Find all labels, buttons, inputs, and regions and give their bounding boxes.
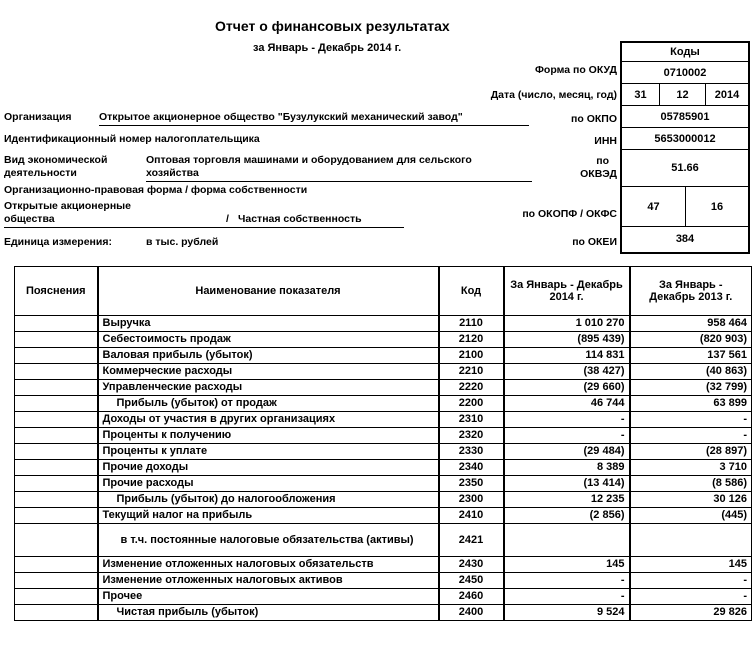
codes-title: Коды [622, 43, 748, 62]
table-row: Доходы от участия в других организациях 2310 - - [15, 412, 752, 428]
table-row: Выручка 2110 1 010 270 958 464 [15, 316, 752, 332]
table-row: Себестоимость продаж 2120 (895 439) (820 903) [15, 332, 752, 348]
table-row: Прочие расходы 2350 (13 414) (8 586) [15, 476, 752, 492]
activity-underline [146, 181, 532, 182]
inn-label: Идентификационный номер налогоплательщика [4, 133, 260, 145]
okud-label: Форма по ОКУД [534, 64, 617, 76]
date-year: 2014 [706, 84, 748, 106]
org-underline [99, 125, 529, 126]
codes-box [620, 41, 750, 254]
table-row: Текущий налог на прибыль 2410 (2 856) (445) [15, 508, 752, 524]
financial-results-table [14, 266, 752, 621]
okpo-label: по ОКПО [571, 113, 617, 125]
form-separator: / [226, 213, 229, 225]
okved-code: 51.66 [622, 150, 748, 187]
activity-line-2: хозяйства [146, 167, 199, 179]
okopf-label: по ОКОПФ / ОКФС [522, 208, 617, 220]
table-row: Прочее 2460 - - [15, 589, 752, 605]
header-2013: За Январь - Декабрь 2013 г. [630, 267, 752, 316]
form-line-2: общества [4, 213, 55, 225]
table-row: Валовая прибыль (убыток) 2100 114 831 137 561 [15, 348, 752, 364]
header-2014: За Январь - Декабрь 2014 г. [504, 267, 630, 316]
org-name: Открытое акционерное общество "Бузулукский механический завод" [99, 111, 463, 123]
date-label: Дата (число, месяц, год) [490, 89, 617, 101]
okved-label-1: по [596, 155, 609, 167]
table-row: Управленческие расходы 2220 (29 660) (32 799) [15, 380, 752, 396]
okud-code: 0710002 [622, 62, 748, 84]
unit-value: в тыс. рублей [146, 236, 219, 248]
table-row: Прочие доходы 2340 8 389 3 710 [15, 460, 752, 476]
date-day: 31 [622, 84, 660, 106]
table-row: Проценты к получению 2320 - - [15, 428, 752, 444]
org-label: Организация [4, 111, 72, 123]
report-period: за Январь - Декабрь 2014 г. [253, 42, 402, 54]
table-row: Изменение отложенных налоговых обязательств 2430 145 145 [15, 557, 752, 573]
table-row: Чистая прибыль (убыток) 2400 9 524 29 826 [15, 605, 752, 621]
activity-label-2: деятельности [4, 167, 77, 179]
okfs-code: 16 [686, 187, 748, 227]
okopf-code: 47 [622, 187, 686, 227]
okei-code: 384 [675, 233, 695, 245]
okpo-code: 05785901 [622, 106, 748, 128]
ownership-form: Частная собственность [238, 213, 362, 225]
header-name: Наименование показателя [98, 267, 439, 316]
form-underline [4, 227, 404, 228]
table-row: Прибыль (убыток) до налогообложения 2300 12 235 30 126 [15, 492, 752, 508]
inn-code-label: ИНН [594, 135, 617, 147]
table-row: Проценты к уплате 2330 (29 484) (28 897) [15, 444, 752, 460]
table-row: Изменение отложенных налоговых активов 2450 - - [15, 573, 752, 589]
unit-label: Единица измерения: [4, 236, 112, 248]
okved-label-2: ОКВЭД [580, 168, 617, 180]
table-row: Коммерческие расходы 2210 (38 427) (40 863) [15, 364, 752, 380]
table-row: Прибыль (убыток) от продаж 2200 46 744 63 899 [15, 396, 752, 412]
header-code: Код [439, 267, 504, 316]
date-month: 12 [660, 84, 706, 106]
table-row: в т.ч. постоянные налоговые обязательства (активы) 2421 [15, 524, 752, 557]
activity-label-1: Вид экономической [4, 154, 108, 166]
header-notes: Пояснения [15, 267, 98, 316]
activity-line-1: Оптовая торговля машинами и оборудованием для сельского [146, 154, 472, 166]
inn-code: 5653000012 [622, 128, 748, 150]
okei-label: по ОКЕИ [572, 236, 617, 248]
report-title: Отчет о финансовых результатах [215, 18, 450, 34]
form-line-1: Открытые акционерные [4, 200, 131, 212]
form-label: Организационно-правовая форма / форма собственности [4, 184, 308, 196]
